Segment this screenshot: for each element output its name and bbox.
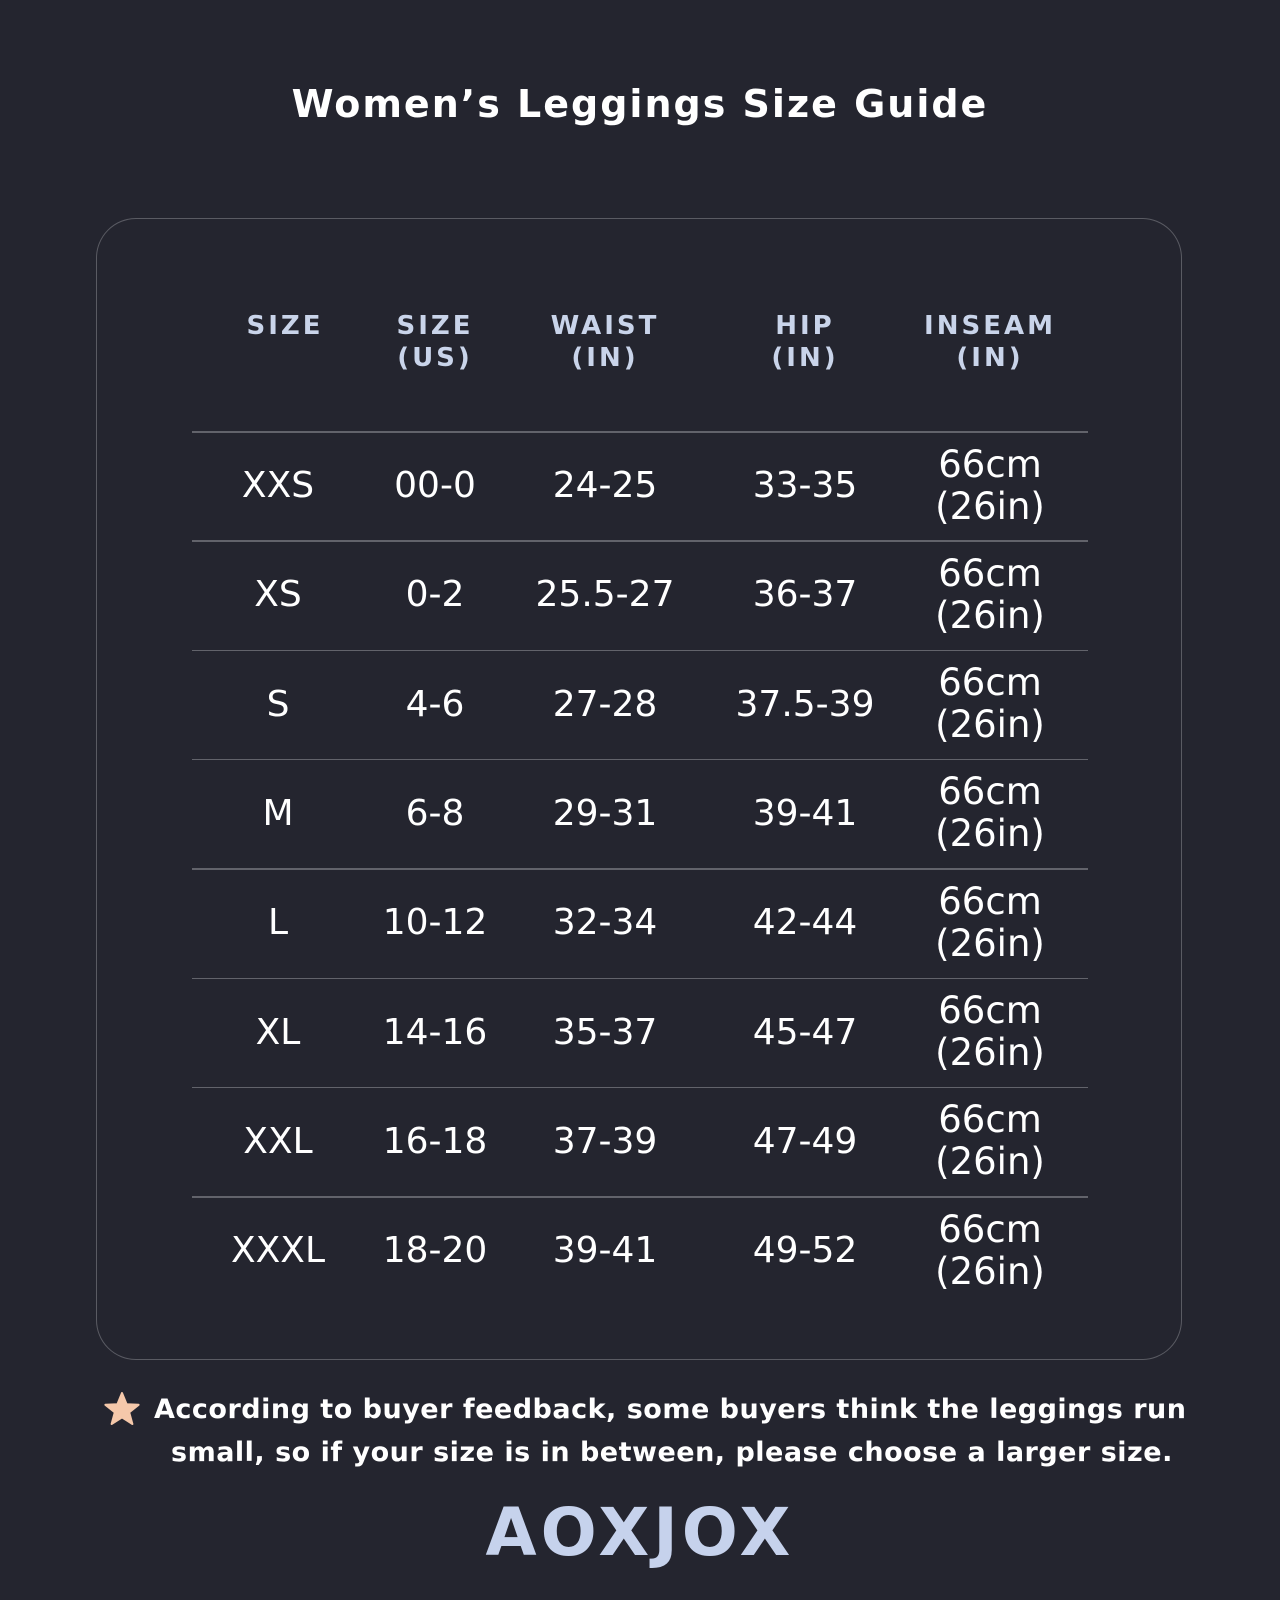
table-row <box>0 759 1280 868</box>
inseam-cm: 66cm <box>938 879 1042 923</box>
brand-logo: AOXJOX <box>485 1494 795 1571</box>
cell-size-us: 6-8 <box>405 792 465 834</box>
cell-inseam <box>900 1087 1080 1196</box>
cell-inseam <box>900 431 1080 540</box>
cell-waist: 25.5-27 <box>535 574 675 616</box>
cell-waist: 29-31 <box>552 792 658 834</box>
cell-waist: 35-37 <box>552 1011 658 1053</box>
cell-size-us: 16-18 <box>382 1120 488 1162</box>
cell-waist: 32-34 <box>552 902 658 944</box>
inseam-in: (26in) <box>935 921 1045 965</box>
cell-inseam <box>900 868 1080 977</box>
inseam-cm: 66cm <box>938 551 1042 595</box>
table-row <box>0 431 1280 540</box>
cell-size-us: 18-20 <box>382 1230 488 1272</box>
cell-waist: 37-39 <box>552 1120 658 1162</box>
header-size-us: SIZE (US) <box>396 311 474 373</box>
cell-hip: 42-44 <box>752 902 858 944</box>
cell-inseam <box>900 759 1080 868</box>
inseam-in: (26in) <box>935 812 1045 856</box>
cell-hip: 33-35 <box>752 465 858 506</box>
cell-size-us: 10-12 <box>382 902 488 944</box>
cell-size: M <box>262 792 294 834</box>
inseam-in: (26in) <box>935 484 1045 528</box>
header-inseam: INSEAM (IN) <box>924 311 1056 373</box>
cell-size: XS <box>254 574 302 616</box>
cell-size-us: 4-6 <box>405 683 465 725</box>
inseam-cm: 66cm <box>938 442 1042 486</box>
cell-hip: 45-47 <box>752 1011 858 1053</box>
table-row <box>0 540 1280 649</box>
inseam-in: (26in) <box>935 1140 1045 1184</box>
header-hip: HIP (IN) <box>771 311 839 373</box>
inseam-in: (26in) <box>935 1031 1045 1074</box>
cell-size: XXS <box>241 465 315 506</box>
cell-size: XXL <box>243 1120 313 1162</box>
inseam-cm: 66cm <box>938 770 1042 814</box>
inseam-in: (26in) <box>935 593 1045 637</box>
cell-hip: 39-41 <box>752 792 858 834</box>
table-row <box>0 1196 1280 1305</box>
header-waist: WAIST (IN) <box>550 311 660 373</box>
cell-waist: 24-25 <box>552 465 658 506</box>
table-row <box>0 868 1280 977</box>
cell-inseam <box>900 540 1080 649</box>
table-row <box>0 650 1280 759</box>
cell-size-us: 0-2 <box>405 574 465 616</box>
cell-waist: 27-28 <box>552 683 658 725</box>
star-icon <box>104 1392 140 1426</box>
cell-size: S <box>266 683 290 725</box>
table-row <box>0 978 1280 1087</box>
cell-size: L <box>267 902 289 944</box>
page-title: Women’s Leggings Size Guide <box>291 82 989 126</box>
cell-hip: 49-52 <box>752 1230 858 1272</box>
inseam-cm: 66cm <box>938 1098 1042 1142</box>
inseam-cm: 66cm <box>938 661 1042 705</box>
cell-waist: 39-41 <box>552 1230 658 1272</box>
inseam-cm: 66cm <box>938 1207 1042 1251</box>
cell-inseam <box>900 978 1080 1087</box>
inseam-in: (26in) <box>935 1249 1045 1293</box>
cell-size-us: 00-0 <box>394 465 476 506</box>
table-row <box>0 1087 1280 1196</box>
cell-hip: 47-49 <box>752 1120 858 1162</box>
header-size: SIZE <box>246 311 324 341</box>
cell-size-us: 14-16 <box>382 1011 488 1053</box>
cell-size: XXXL <box>230 1230 326 1272</box>
note-line-2: small, so if your size is in between, please choose a larger size. <box>171 1437 1173 1468</box>
table-header <box>0 310 1280 400</box>
cell-size: XL <box>255 1011 301 1053</box>
cell-inseam <box>900 1196 1080 1305</box>
cell-hip: 36-37 <box>752 574 858 616</box>
inseam-cm: 66cm <box>938 989 1042 1032</box>
cell-inseam <box>900 650 1080 759</box>
note-line-1: According to buyer feedback, some buyers think the leggings run <box>154 1394 1187 1425</box>
inseam-in: (26in) <box>935 703 1045 747</box>
cell-hip: 37.5-39 <box>735 683 875 725</box>
